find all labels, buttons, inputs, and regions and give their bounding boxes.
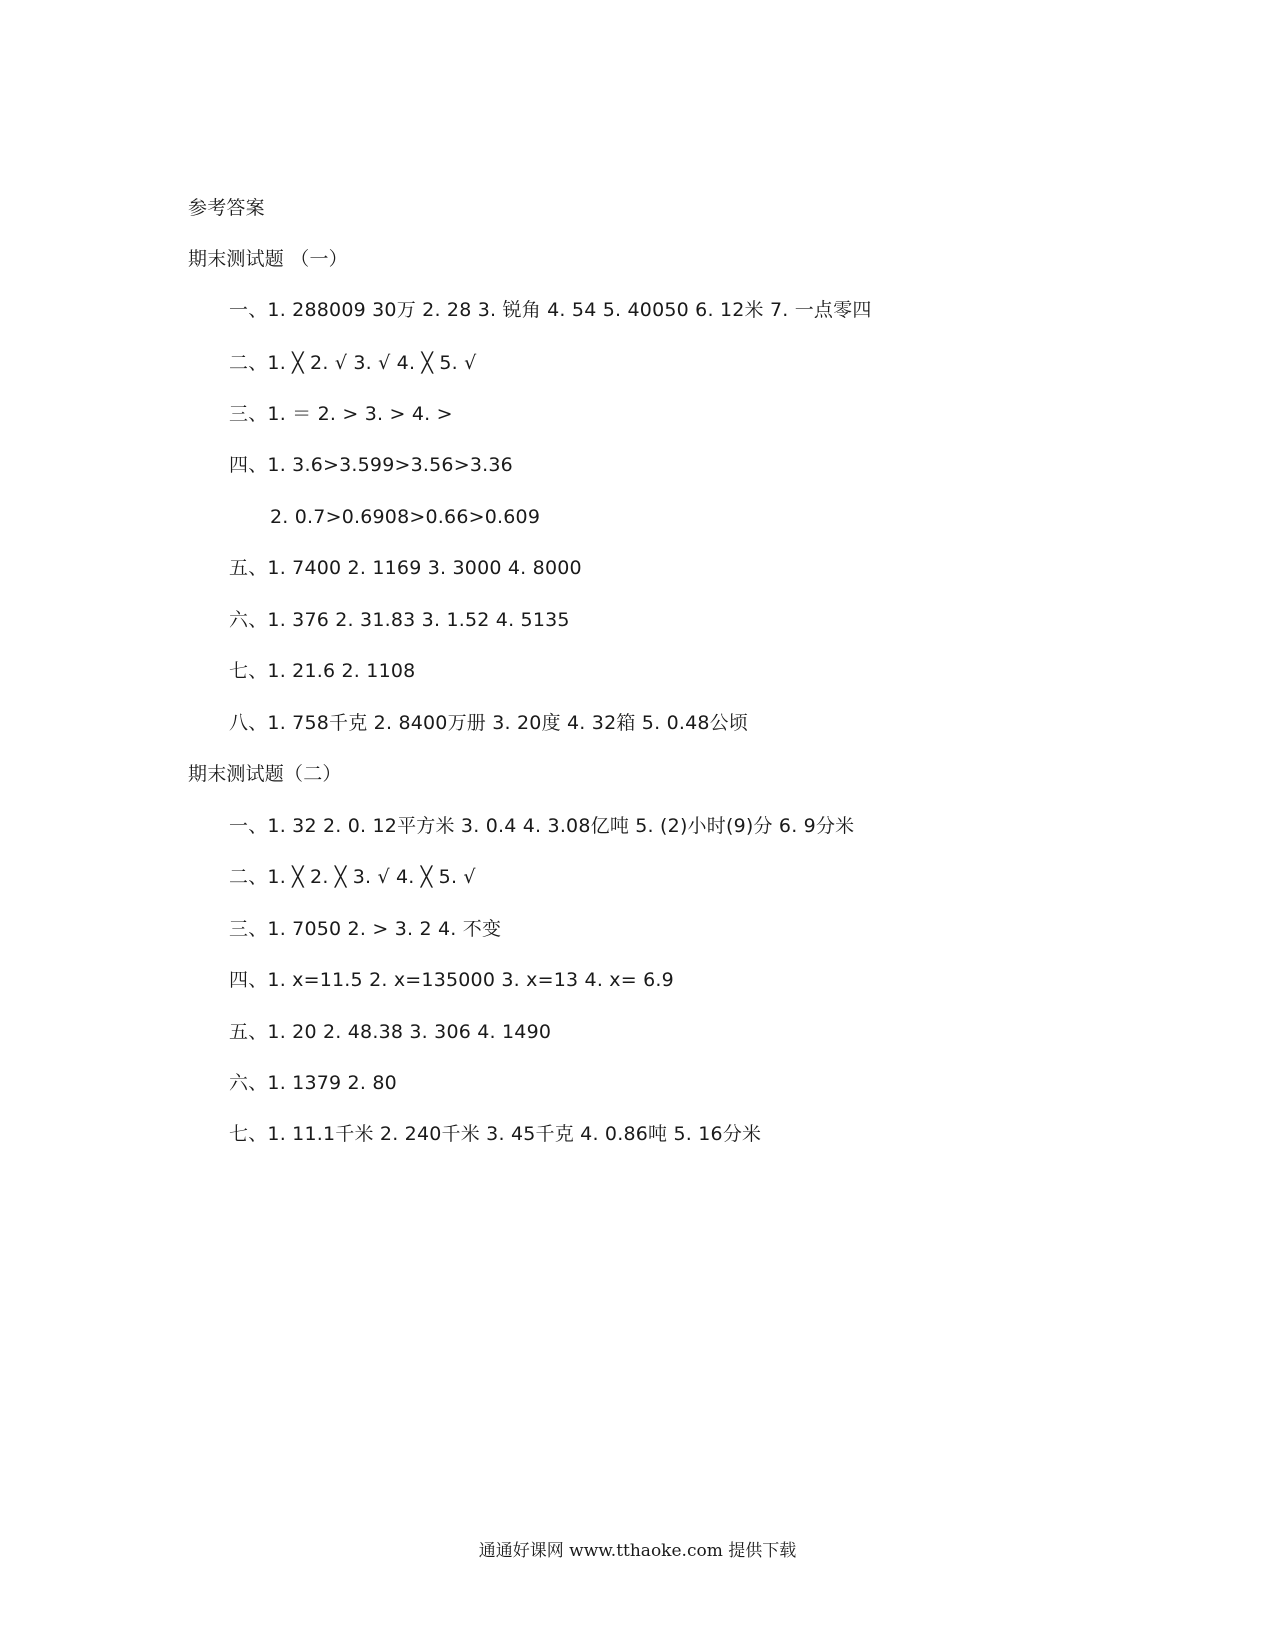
test-one-section-4: 四、1. 3.6>3.599>3.56>3.36 [229,454,513,476]
test-two-section-4: 四、1. x=11.5 2. x=135000 3. x=13 4. x= 6.9 [229,969,674,991]
test-two-section-2: 二、1. ╳ 2. ╳ 3. √ 4. ╳ 5. √ [229,866,476,888]
test-one-section-2: 二、1. ╳ 2. √ 3. √ 4. ╳ 5. √ [229,352,477,374]
test-one-section-1: 一、1. 288009 30万 2. 28 3. 锐角 4. 54 5. 40050 6. 12米 7. 一点零四 [229,299,872,321]
test-one-heading: 期末测试题 （一） [188,248,348,270]
test-one-section-5: 五、1. 7400 2. 1169 3. 3000 4. 8000 [229,557,582,579]
test-one-section-4-part-2: 2. 0.7>0.6908>0.66>0.609 [270,506,541,528]
test-one-section-3: 三、1. ＝ 2. > 3. > 4. > [229,403,453,425]
test-two-section-5: 五、1. 20 2. 48.38 3. 306 4. 1490 [229,1021,552,1043]
footer-credit: 通通好课网 www.tthaoke.com 提供下载 [478,1541,797,1561]
answer-key-title: 参考答案 [188,197,265,219]
test-two-section-3: 三、1. 7050 2. > 3. 2 4. 不变 [229,918,502,940]
test-two-section-7: 七、1. 11.1千米 2. 240千米 3. 45千克 4. 0.86吨 5. 16分米 [229,1123,762,1145]
test-two-section-6: 六、1. 1379 2. 80 [229,1072,397,1094]
test-two-heading: 期末测试题（二） [188,763,342,785]
test-two-section-1: 一、1. 32 2. 0. 12平方米 3. 0.4 4. 3.08亿吨 5. (2)小时(9)分 6. 9分米 [229,815,855,837]
test-one-section-7: 七、1. 21.6 2. 1108 [229,660,416,682]
test-one-section-6: 六、1. 376 2. 31.83 3. 1.52 4. 5135 [229,609,570,631]
test-one-section-8: 八、1. 758千克 2. 8400万册 3. 20度 4. 32箱 5. 0.48公顷 [229,712,749,734]
